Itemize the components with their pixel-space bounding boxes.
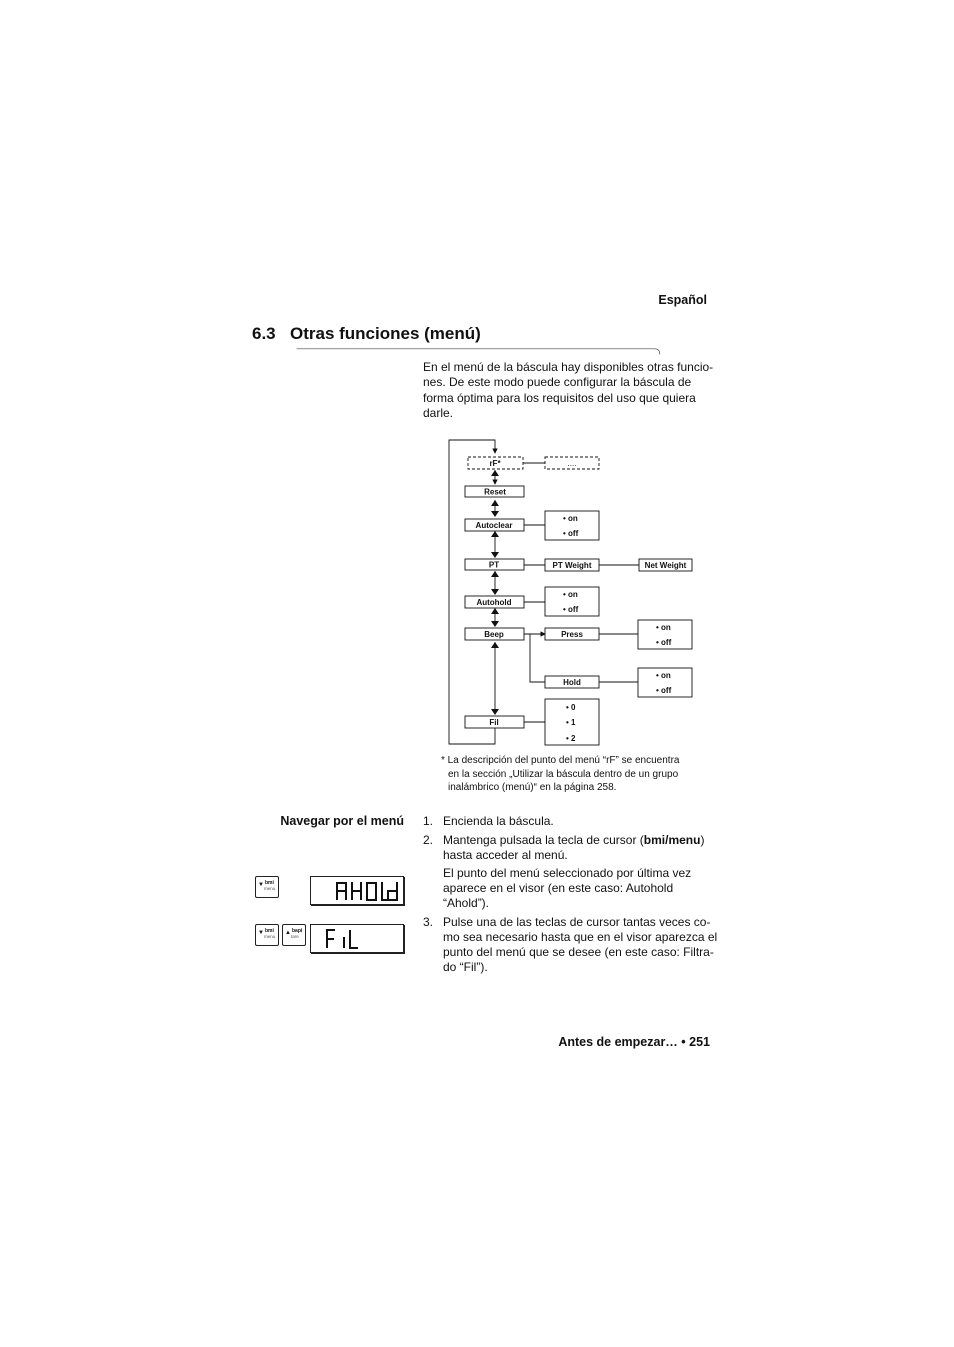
label-press: Press [561,630,583,639]
bmi-menu-key-icon: ▼ bmi menu [255,876,279,898]
intro-line: forma óptima para los requisitos del uso que quiera [423,390,696,405]
label-net-weight: Net Weight [644,561,687,570]
option-off: • off [563,605,579,614]
option-1: • 1 [566,718,576,727]
label-pt: PT [488,560,500,570]
option-off: • off [563,529,579,538]
section-number: 6.3 [252,324,276,343]
bmi-menu-key-icon: ▼ bmi menu [255,924,279,946]
footnote [441,754,711,795]
option-0: • 0 [566,703,576,712]
lcd-display-ahold [310,876,404,905]
lcd-display-fil [310,924,404,953]
up-arrow-icon: ▲ [285,930,291,936]
footnote-line: en la sección „Utilizar la báscula dentro de un grupo [448,768,679,780]
label-autohold: Autohold [476,598,512,607]
label-hold: Hold [563,678,581,687]
section-title: Otras funciones (menú) [290,324,481,343]
key-name: bmi/menu [643,833,701,847]
step-number: 1. [423,814,434,828]
step-3 [423,915,718,975]
step-text: Mantenga pulsada la tecla de cursor (bmi/menu) [443,833,705,847]
menu-diagram [430,432,700,750]
step-text: Encienda la báscula. [443,814,554,828]
step-text: mo sea necesario hasta que en el visor aparezca el [443,930,718,944]
step-note: “Ahold”). [443,896,490,910]
footnote-line: * La descripción del punto del menú “rF” se encuentra [441,755,680,766]
step-note: El punto del menú seleccionado por última vez [443,866,692,880]
language-label: Español [658,293,707,307]
intro-paragraph [423,360,714,421]
label-autoclear: Autoclear [475,521,513,530]
step-text: Pulse una de las teclas de cursor tantas veces co- [443,915,711,929]
label-pt-weight: PT Weight [552,561,592,570]
option-off: • off [656,686,672,695]
option-on: • on [563,514,578,523]
step-number: 3. [423,915,434,929]
step-number: 2. [423,833,434,847]
step-text: hasta acceder al menú. [443,848,568,862]
option-on: • on [563,590,578,599]
option-on: • on [656,671,671,680]
step-text: do “Fil”). [443,960,488,974]
intro-line: En el menú de la báscula hay disponibles otras funcio- [423,360,714,374]
label-reset: Reset [484,487,506,497]
fil-display-graphic [311,925,403,952]
label-rf-more: .... [567,459,577,468]
step-note: aparece en el visor (en este caso: Autohold [443,881,674,895]
step-1 [423,814,713,829]
down-arrow-icon: ▼ [258,930,264,936]
section-heading [252,324,481,344]
subsection-heading: Navegar por el menú [280,814,404,828]
bapi-tare-key-icon: ▲ bapi tare [282,924,306,946]
label-rf: rF* [489,459,501,468]
ahold-display-graphic [311,877,403,904]
step-2 [423,833,713,911]
label-fil: Fil [489,718,499,727]
steps-list [423,814,718,979]
down-arrow-icon: ▼ [258,882,264,888]
label-beep: Beep [484,630,504,639]
footnote-line: inalámbrico (menú)“ en la página 258. [448,782,617,793]
page-footer: Antes de empezar… • 251 [558,1035,710,1049]
option-2: • 2 [566,734,576,743]
option-on: • on [656,623,671,632]
intro-line: nes. De este modo puede configurar la báscula de [423,375,692,390]
section-rule [252,348,706,356]
option-off: • off [656,638,672,647]
intro-line: darle. [423,405,454,420]
step-text: punto del menú que se desee (en este caso: Filtra- [443,945,714,959]
